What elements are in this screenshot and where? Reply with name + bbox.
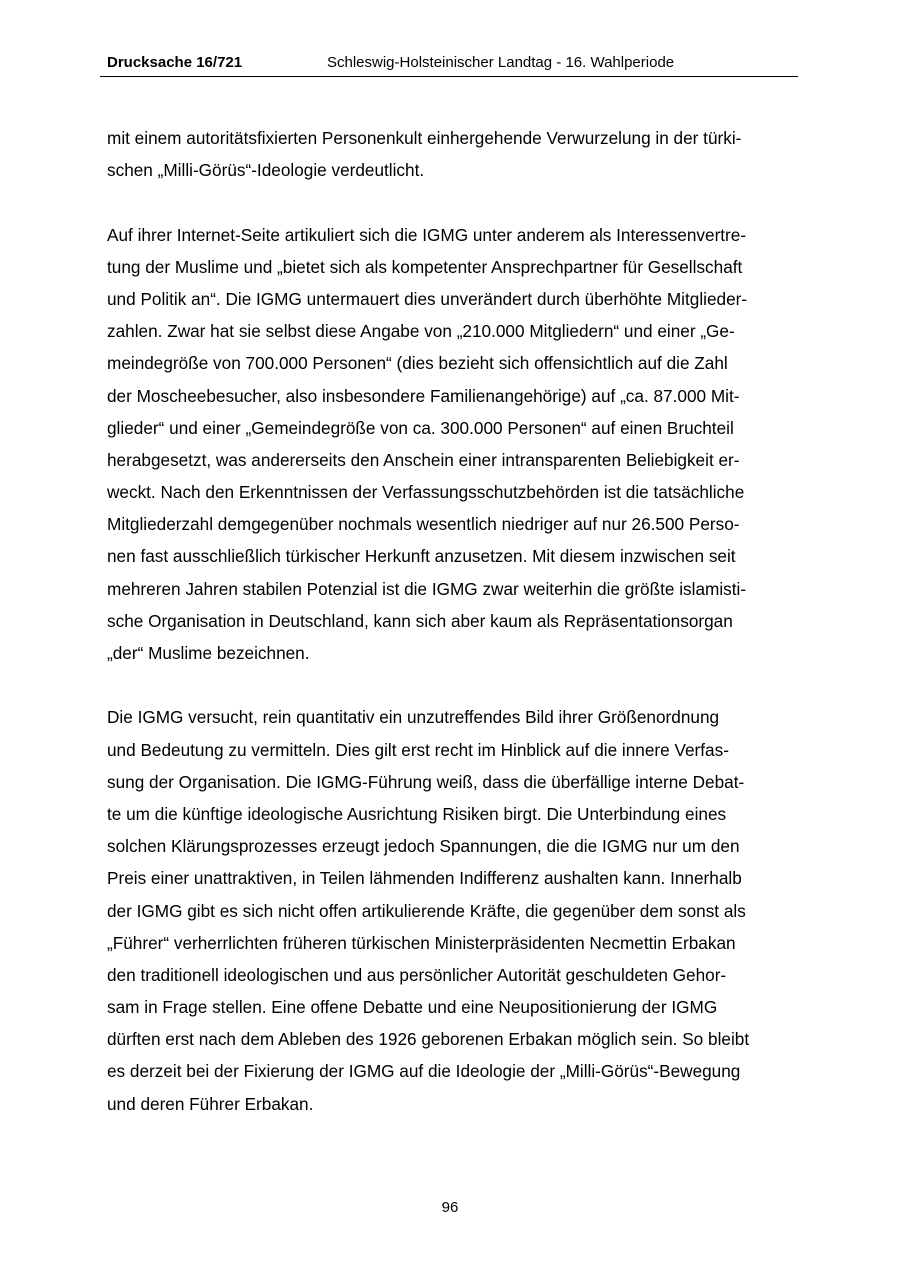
document-body <box>107 122 795 1120</box>
paragraph <box>107 219 795 670</box>
text-line: Auf ihrer Internet-Seite artikuliert sich die IGMG unter anderem als Interessenvertre- <box>107 224 747 245</box>
text-line: sung der Organisation. Die IGMG-Führung weiß, dass die überfällige interne Debat- <box>107 771 745 792</box>
text-line: solchen Klärungsprozesses erzeugt jedoch Spannungen, die die IGMG nur um den <box>107 836 740 857</box>
paragraph-spacer <box>107 186 795 218</box>
paragraph <box>107 701 795 1119</box>
text-line: mit einem autoritätsfixierten Personenkult einhergehende Verwurzelung in der türki- <box>107 128 742 148</box>
text-line: der Moscheebesucher, also insbesondere Familienangehörige) auf „ca. 87.000 Mit- <box>107 385 740 406</box>
text-line: Preis einer unattraktiven, in Teilen lähmenden Indifferenz aushalten kann. Innerhalb <box>107 868 742 889</box>
text-line: „der“ Muslime bezeichnen. <box>107 643 310 663</box>
text-line: tung der Muslime und „bietet sich als kompetenter Ansprechpartner für Gesellschaft <box>107 256 743 277</box>
text-line: mehreren Jahren stabilen Potenzial ist die IGMG zwar weiterhin die größte islamisti- <box>107 578 747 599</box>
text-line: te um die künftige ideologische Ausrichtung Risiken birgt. Die Unterbindung eines <box>107 803 727 824</box>
text-line: nen fast ausschließlich türkischer Herkunft anzusetzen. Mit diesem inzwischen seit <box>107 546 736 567</box>
text-line: es derzeit bei der Fixierung der IGMG auf die Ideologie der „Milli-Görüs“-Bewegung <box>107 1061 741 1082</box>
text-line: zahlen. Zwar hat sie selbst diese Angabe von „210.000 Mitgliedern“ und einer „Ge- <box>107 321 735 342</box>
text-line: glieder“ und einer „Gemeindegröße von ca. 300.000 Personen“ auf einen Bruchteil <box>107 417 734 438</box>
text-line: sam in Frage stellen. Eine offene Debatte und eine Neupositionierung der IGMG <box>107 997 718 1018</box>
page-number: 96 <box>441 1199 459 1216</box>
text-line: weckt. Nach den Erkenntnissen der Verfassungsschutzbehörden ist die tatsächliche <box>107 482 745 503</box>
page-header <box>100 48 798 77</box>
text-line: herabgesetzt, was andererseits den Anschein einer intransparenten Beliebigkeit er- <box>107 449 740 470</box>
text-line: und Bedeutung zu vermitteln. Dies gilt erst recht im Hinblick auf die innere Verfas- <box>107 739 729 760</box>
document-number: Drucksache 16/721 <box>107 54 243 71</box>
text-line: und Politik an“. Die IGMG untermauert dies unverändert durch überhöhte Mitglieder- <box>107 288 748 309</box>
text-line: meindegröße von 700.000 Personen“ (dies bezieht sich offensichtlich auf die Zahl <box>107 353 728 374</box>
paragraph-spacer <box>107 669 795 701</box>
text-line: dürften erst nach dem Ableben des 1926 geborenen Erbakan möglich sein. So bleibt <box>107 1029 750 1050</box>
text-line: und deren Führer Erbakan. <box>107 1093 314 1114</box>
text-line: „Führer“ verherrlichten früheren türkischen Ministerpräsidenten Necmettin Erbakan <box>107 932 736 953</box>
text-line: den traditionell ideologischen und aus persönlicher Autorität geschuldeten Gehor- <box>107 964 727 985</box>
parliament-title: Schleswig-Holsteinischer Landtag - 16. Wahlperiode <box>327 54 675 71</box>
text-line: der IGMG gibt es sich nicht offen artikulierende Kräfte, die gegenüber dem sonst als <box>107 900 746 921</box>
text-line: schen „Milli-Görüs“-Ideologie verdeutlicht. <box>107 160 425 181</box>
paragraph <box>107 122 795 186</box>
text-line: sche Organisation in Deutschland, kann sich aber kaum als Repräsentationsorgan <box>107 610 733 631</box>
text-line: Mitgliederzahl demgegenüber nochmals wesentlich niedriger auf nur 26.500 Perso- <box>107 514 740 535</box>
text-line: Die IGMG versucht, rein quantitativ ein unzutreffendes Bild ihrer Größenordnung <box>107 707 720 728</box>
